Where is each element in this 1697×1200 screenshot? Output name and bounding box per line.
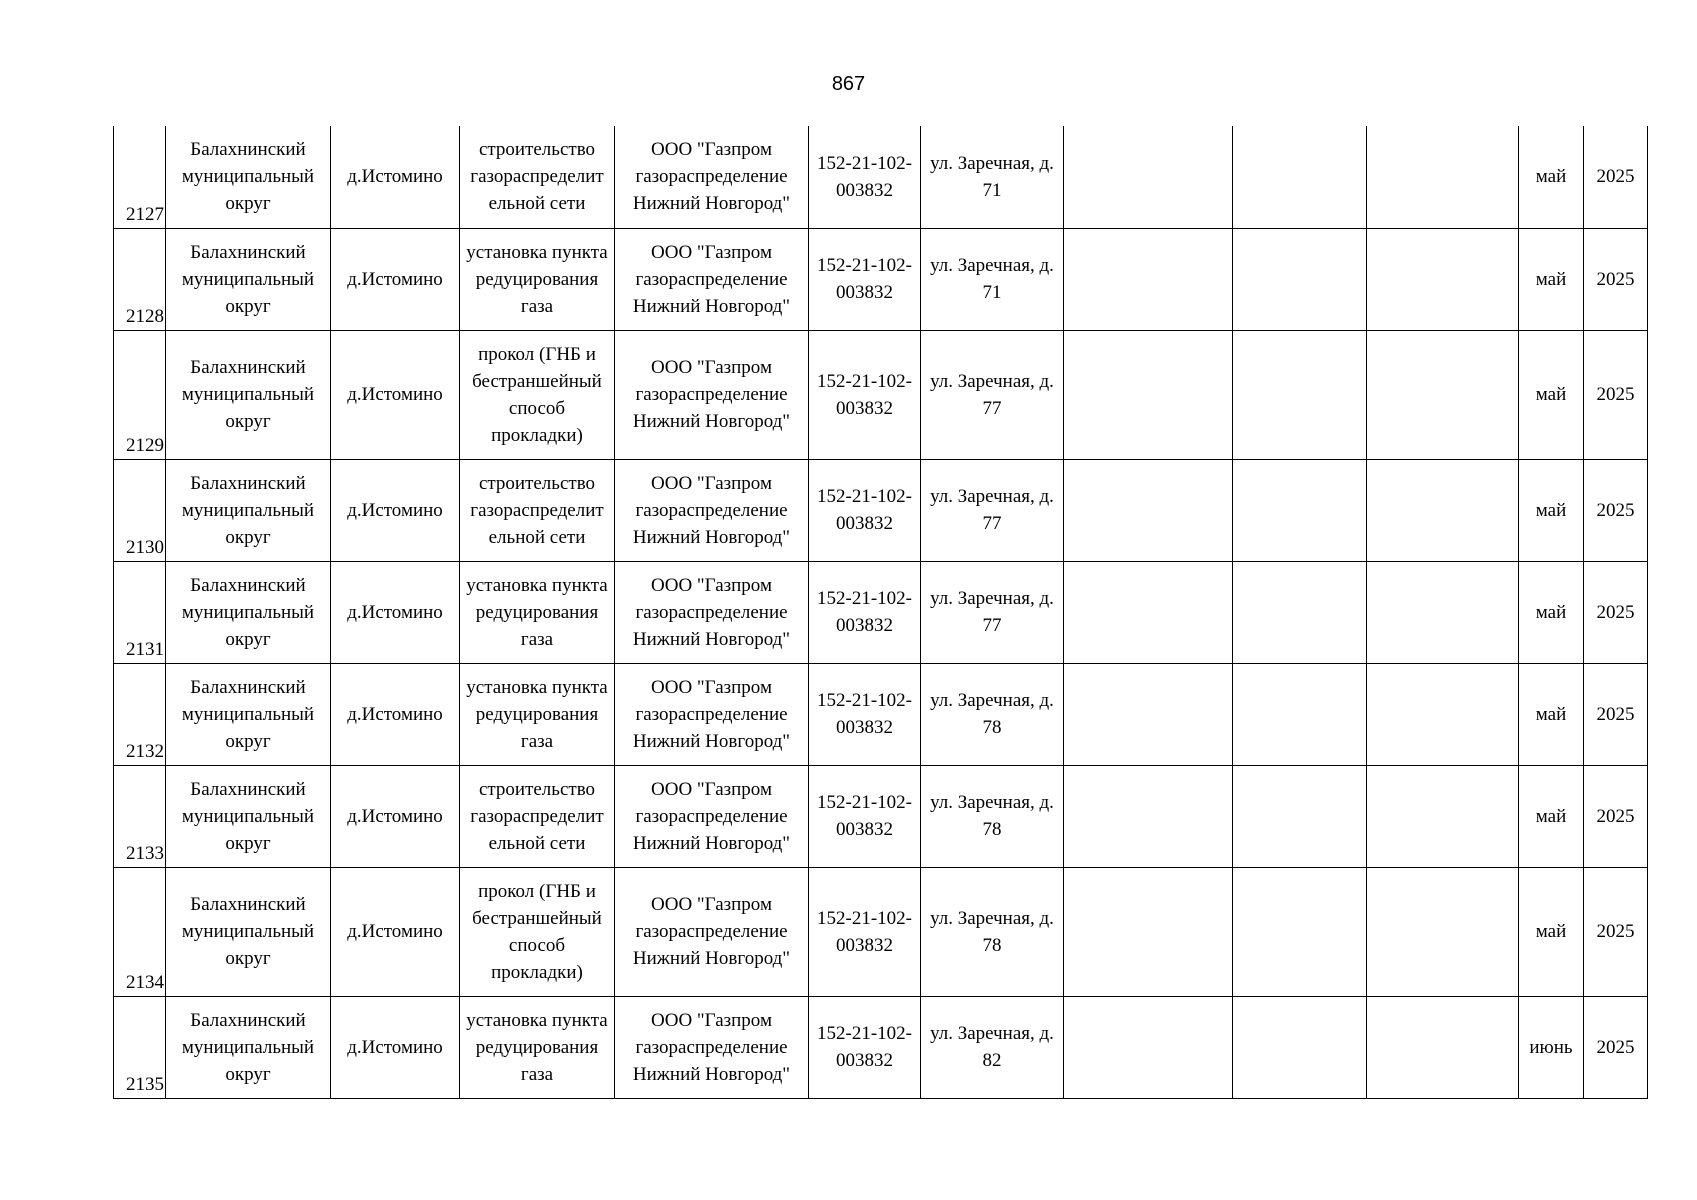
address-cell-line: ул. Заречная, д. — [930, 255, 1054, 276]
address-cell-line: ул. Заречная, д. — [930, 1023, 1054, 1044]
company-cell-line: ООО "Газпром — [651, 778, 772, 800]
month-cell: май — [1519, 459, 1584, 561]
month-cell: май — [1519, 765, 1584, 867]
district-cell-line: округ — [225, 193, 271, 215]
code-cell-line: 003832 — [836, 513, 893, 534]
work-type-cell-line: прокладки) — [491, 424, 583, 446]
empty-cell — [1064, 459, 1233, 561]
company-cell — [615, 459, 809, 561]
month-cell: май — [1519, 126, 1584, 228]
work-type-cell-line: газораспределит — [470, 805, 604, 827]
address-cell-line: ул. Заречная, д. — [930, 690, 1054, 711]
empty-cell — [1367, 126, 1519, 228]
district-cell-line: муниципальный — [181, 601, 315, 623]
row-number: 2128 — [114, 228, 166, 330]
empty-cell — [1367, 330, 1519, 459]
code-cell — [809, 663, 921, 765]
empty-cell — [1233, 459, 1367, 561]
code-cell-line: 152-21-102- — [817, 1023, 912, 1044]
address-cell — [921, 765, 1064, 867]
district-cell-line: округ — [225, 1063, 271, 1085]
company-cell-line: ООО "Газпром — [651, 357, 772, 378]
code-cell — [809, 765, 921, 867]
empty-cell — [1064, 561, 1233, 663]
district-cell — [166, 765, 331, 867]
work-type-cell-line: ельной сети — [488, 193, 586, 215]
district-cell-line: Балахнинский — [190, 894, 306, 915]
district-cell — [166, 228, 331, 330]
code-cell — [809, 459, 921, 561]
company-cell — [615, 330, 809, 459]
month-cell: май — [1519, 867, 1584, 996]
work-type-cell-line: газа — [520, 295, 554, 317]
address-cell — [921, 867, 1064, 996]
district-cell-line: округ — [225, 730, 271, 752]
year-cell: 2025 — [1584, 126, 1648, 228]
address-cell-line: ул. Заречная, д. — [930, 486, 1054, 507]
district-cell-line: муниципальный — [181, 384, 315, 405]
month-cell: июнь — [1519, 996, 1584, 1098]
empty-cell — [1064, 330, 1233, 459]
address-cell-line: 78 — [982, 934, 1002, 956]
company-cell — [615, 126, 809, 228]
year-cell: 2025 — [1584, 765, 1648, 867]
empty-cell — [1367, 561, 1519, 663]
work-type-cell-line: способ — [508, 934, 566, 956]
company-cell-line: Нижний Новгород" — [632, 628, 791, 650]
empty-cell — [1064, 996, 1233, 1098]
registry-table — [113, 126, 1648, 1099]
work-type-cell — [460, 330, 615, 459]
locality-cell: д.Истомино — [331, 459, 460, 561]
code-cell-line: 152-21-102- — [817, 370, 912, 392]
code-cell-line: 003832 — [836, 1050, 893, 1071]
work-type-cell — [460, 867, 615, 996]
address-cell — [921, 459, 1064, 561]
code-cell — [809, 228, 921, 330]
table-row — [114, 228, 1648, 330]
district-cell-line: муниципальный — [181, 921, 315, 942]
company-cell-line: Нижний Новгород" — [632, 1063, 791, 1085]
row-number: 2135 — [114, 996, 166, 1098]
company-cell-line: ООО "Газпром — [651, 139, 772, 161]
empty-cell — [1367, 459, 1519, 561]
row-number: 2131 — [114, 561, 166, 663]
page-number: 867 — [831, 73, 866, 95]
year-cell: 2025 — [1584, 330, 1648, 459]
table-row — [114, 126, 1648, 228]
work-type-cell-line: бестраншейный — [472, 907, 602, 929]
district-cell-line: Балахнинский — [190, 574, 306, 596]
address-cell-line: 82 — [982, 1050, 1002, 1071]
row-number: 2130 — [114, 459, 166, 561]
work-type-cell-line: газа — [520, 1063, 554, 1085]
empty-cell — [1064, 765, 1233, 867]
district-cell-line: Балахнинский — [190, 241, 306, 263]
empty-cell — [1064, 663, 1233, 765]
work-type-cell-line: строительство — [478, 472, 596, 494]
address-cell-line: ул. Заречная, д. — [930, 907, 1054, 929]
work-type-cell-line: способ — [508, 397, 566, 419]
code-cell-line: 003832 — [836, 179, 893, 201]
work-type-cell-line: редуцирования — [475, 1036, 599, 1058]
company-cell-line: газораспределение — [635, 1036, 788, 1058]
locality-cell: д.Истомино — [331, 561, 460, 663]
empty-cell — [1233, 663, 1367, 765]
company-cell-line: газораспределение — [635, 805, 788, 827]
address-cell-line: 77 — [982, 513, 1002, 534]
address-cell-line: 77 — [982, 615, 1002, 636]
address-cell-line: 78 — [982, 819, 1002, 840]
company-cell — [615, 765, 809, 867]
month-cell: май — [1519, 561, 1584, 663]
locality-cell: д.Истомино — [331, 996, 460, 1098]
locality-cell: д.Истомино — [331, 330, 460, 459]
district-cell — [166, 561, 331, 663]
district-cell-line: муниципальный — [181, 268, 315, 290]
row-number: 2129 — [114, 330, 166, 459]
work-type-cell-line: строительство — [478, 778, 596, 800]
company-cell-line: ООО "Газпром — [651, 676, 772, 698]
code-cell-line: 003832 — [836, 615, 893, 636]
company-cell-line: ООО "Газпром — [651, 574, 772, 596]
year-cell: 2025 — [1584, 867, 1648, 996]
district-cell-line: муниципальный — [181, 1036, 315, 1058]
address-cell — [921, 663, 1064, 765]
code-cell-line: 152-21-102- — [817, 907, 912, 929]
code-cell-line: 003832 — [836, 934, 893, 956]
year-cell: 2025 — [1584, 561, 1648, 663]
empty-cell — [1367, 663, 1519, 765]
district-cell-line: Балахнинский — [190, 357, 306, 378]
work-type-cell-line: редуцирования — [475, 268, 599, 290]
company-cell-line: Нижний Новгород" — [632, 193, 791, 215]
code-cell — [809, 330, 921, 459]
district-cell-line: округ — [225, 295, 271, 317]
table-body — [114, 126, 1648, 1098]
work-type-cell — [460, 996, 615, 1098]
year-cell: 2025 — [1584, 228, 1648, 330]
district-cell — [166, 867, 331, 996]
empty-cell — [1233, 765, 1367, 867]
empty-cell — [1367, 228, 1519, 330]
empty-cell — [1233, 330, 1367, 459]
work-type-cell-line: прокол (ГНБ и — [478, 343, 596, 365]
work-type-cell-line: установка пункта — [466, 676, 608, 698]
work-type-cell-line: редуцирования — [475, 703, 599, 725]
address-cell-line: ул. Заречная, д. — [930, 370, 1054, 392]
district-cell-line: округ — [225, 948, 271, 969]
work-type-cell-line: ельной сети — [488, 526, 586, 548]
year-cell: 2025 — [1584, 996, 1648, 1098]
district-cell-line: Балахнинский — [190, 1009, 306, 1031]
company-cell-line: Нижний Новгород" — [632, 730, 791, 752]
district-cell-line: муниципальный — [181, 499, 315, 521]
company-cell-line: газораспределение — [635, 499, 788, 521]
table-row — [114, 459, 1648, 561]
company-cell-line: газораспределение — [635, 384, 788, 405]
company-cell — [615, 561, 809, 663]
table-row — [114, 330, 1648, 459]
address-cell — [921, 561, 1064, 663]
locality-cell: д.Истомино — [331, 126, 460, 228]
district-cell — [166, 663, 331, 765]
table-row — [114, 663, 1648, 765]
address-cell-line: 77 — [982, 397, 1002, 419]
work-type-cell — [460, 765, 615, 867]
work-type-cell — [460, 459, 615, 561]
code-cell-line: 152-21-102- — [817, 792, 912, 813]
company-cell — [615, 867, 809, 996]
table-row — [114, 765, 1648, 867]
month-cell: май — [1519, 228, 1584, 330]
work-type-cell-line: прокол (ГНБ и — [478, 880, 596, 902]
work-type-cell — [460, 126, 615, 228]
month-cell: май — [1519, 330, 1584, 459]
district-cell-line: Балахнинский — [190, 139, 306, 161]
empty-cell — [1233, 228, 1367, 330]
company-cell-line: ООО "Газпром — [651, 894, 772, 915]
locality-cell: д.Истомино — [331, 867, 460, 996]
district-cell-line: округ — [225, 411, 271, 432]
district-cell — [166, 459, 331, 561]
empty-cell — [1233, 996, 1367, 1098]
company-cell-line: Нижний Новгород" — [632, 411, 791, 432]
company-cell-line: газораспределение — [635, 601, 788, 623]
district-cell-line: муниципальный — [181, 166, 315, 188]
address-cell-line: ул. Заречная, д. — [930, 588, 1054, 609]
address-cell-line: 71 — [982, 179, 1002, 201]
company-cell-line: газораспределение — [635, 921, 788, 942]
address-cell — [921, 996, 1064, 1098]
code-cell — [809, 996, 921, 1098]
company-cell — [615, 996, 809, 1098]
company-cell-line: Нижний Новгород" — [632, 526, 791, 548]
company-cell-line: газораспределение — [635, 703, 788, 725]
work-type-cell-line: установка пункта — [466, 241, 608, 263]
district-cell-line: Балахнинский — [190, 676, 306, 698]
district-cell-line: муниципальный — [181, 703, 315, 725]
company-cell-line: газораспределение — [635, 268, 788, 290]
work-type-cell-line: установка пункта — [466, 1009, 608, 1031]
year-cell: 2025 — [1584, 459, 1648, 561]
district-cell — [166, 126, 331, 228]
company-cell-line: Нижний Новгород" — [632, 948, 791, 969]
address-cell-line: 78 — [982, 717, 1002, 738]
company-cell — [615, 663, 809, 765]
code-cell-line: 003832 — [836, 717, 893, 738]
code-cell — [809, 561, 921, 663]
address-cell — [921, 330, 1064, 459]
work-type-cell — [460, 561, 615, 663]
district-cell-line: Балахнинский — [190, 778, 306, 800]
code-cell — [809, 126, 921, 228]
company-cell-line: Нижний Новгород" — [632, 295, 791, 317]
company-cell-line: ООО "Газпром — [651, 241, 772, 263]
code-cell-line: 152-21-102- — [817, 588, 912, 609]
address-cell — [921, 126, 1064, 228]
year-cell: 2025 — [1584, 663, 1648, 765]
address-cell-line: 71 — [982, 282, 1002, 303]
empty-cell — [1233, 126, 1367, 228]
code-cell-line: 152-21-102- — [817, 690, 912, 711]
table-row — [114, 867, 1648, 996]
code-cell-line: 003832 — [836, 282, 893, 303]
code-cell-line: 152-21-102- — [817, 152, 912, 174]
empty-cell — [1064, 867, 1233, 996]
work-type-cell — [460, 228, 615, 330]
row-number: 2134 — [114, 867, 166, 996]
code-cell-line: 152-21-102- — [817, 486, 912, 507]
empty-cell — [1233, 867, 1367, 996]
company-cell-line: Нижний Новгород" — [632, 832, 791, 854]
district-cell-line: округ — [225, 526, 271, 548]
empty-cell — [1064, 228, 1233, 330]
district-cell-line: округ — [225, 832, 271, 854]
company-cell-line: газораспределение — [635, 166, 788, 188]
work-type-cell-line: строительство — [478, 139, 596, 161]
work-type-cell-line: редуцирования — [475, 601, 599, 623]
code-cell-line: 003832 — [836, 819, 893, 840]
work-type-cell-line: ельной сети — [488, 832, 586, 854]
district-cell-line: округ — [225, 628, 271, 650]
district-cell-line: Балахнинский — [190, 472, 306, 494]
work-type-cell-line: газа — [520, 628, 554, 650]
work-type-cell-line: бестраншейный — [472, 370, 602, 392]
table-row — [114, 996, 1648, 1098]
district-cell-line: муниципальный — [181, 805, 315, 827]
district-cell — [166, 996, 331, 1098]
address-cell — [921, 228, 1064, 330]
locality-cell: д.Истомино — [331, 663, 460, 765]
work-type-cell-line: установка пункта — [466, 574, 608, 596]
work-type-cell-line: прокладки) — [491, 961, 583, 983]
row-number: 2132 — [114, 663, 166, 765]
empty-cell — [1367, 765, 1519, 867]
work-type-cell-line: газораспределит — [470, 499, 604, 521]
locality-cell: д.Истомино — [331, 228, 460, 330]
month-cell: май — [1519, 663, 1584, 765]
address-cell-line: ул. Заречная, д. — [930, 152, 1054, 174]
code-cell-line: 152-21-102- — [817, 255, 912, 276]
address-cell-line: ул. Заречная, д. — [930, 792, 1054, 813]
empty-cell — [1233, 561, 1367, 663]
company-cell-line: ООО "Газпром — [651, 472, 772, 494]
company-cell-line: ООО "Газпром — [651, 1009, 772, 1031]
code-cell-line: 003832 — [836, 397, 893, 419]
empty-cell — [1367, 996, 1519, 1098]
table-row — [114, 561, 1648, 663]
code-cell — [809, 867, 921, 996]
row-number: 2127 — [114, 126, 166, 228]
work-type-cell — [460, 663, 615, 765]
district-cell — [166, 330, 331, 459]
work-type-cell-line: газораспределит — [470, 166, 604, 188]
empty-cell — [1064, 126, 1233, 228]
company-cell — [615, 228, 809, 330]
row-number: 2133 — [114, 765, 166, 867]
empty-cell — [1367, 867, 1519, 996]
work-type-cell-line: газа — [520, 730, 554, 752]
locality-cell: д.Истомино — [331, 765, 460, 867]
